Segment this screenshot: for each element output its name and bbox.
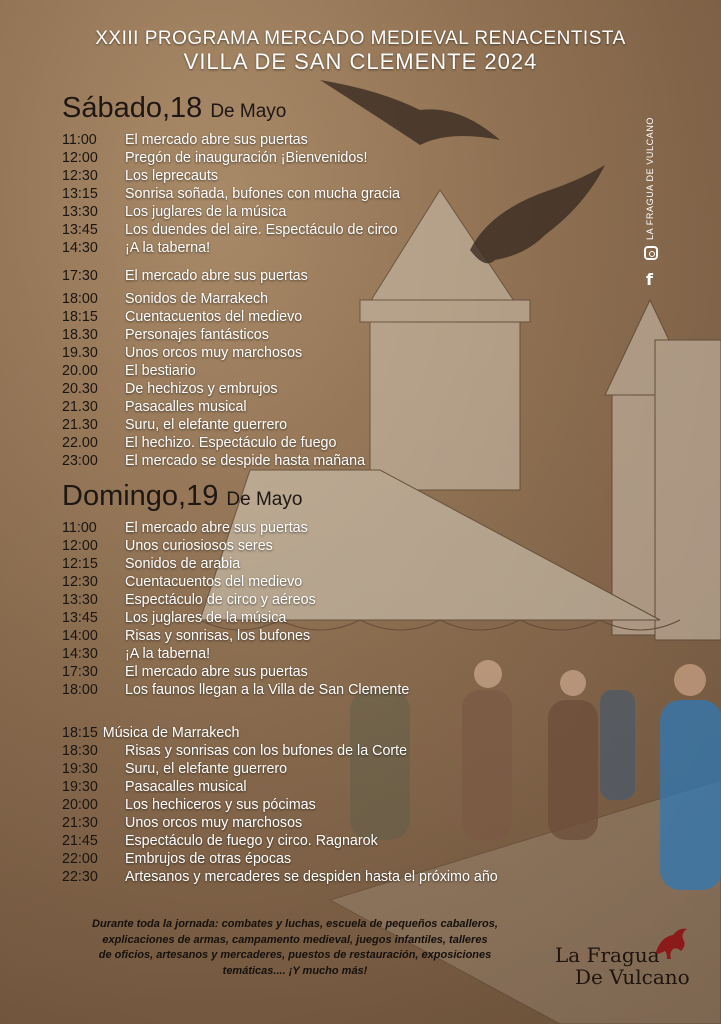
time: 14:30 (62, 646, 98, 662)
list-item (62, 778, 498, 796)
time: 21:45 (62, 833, 98, 849)
time: 22:30 (62, 869, 98, 885)
time: 12:00 (62, 538, 98, 554)
footer-line: Durante toda la jornada: combates y luchas, escuela de pequeños caballeros, (92, 918, 498, 930)
list-item (62, 380, 365, 398)
time: 19:30 (62, 779, 98, 795)
time: 12:30 (62, 574, 98, 590)
time: 20:00 (62, 797, 98, 813)
time: 19.30 (62, 345, 98, 361)
event: Unos orcos muy marchosos (125, 815, 303, 831)
saturday-month: De Mayo (210, 101, 287, 122)
social-handle: LA FRAGUA DE VULCANO (645, 116, 655, 240)
time: 14:00 (62, 628, 98, 644)
list-item (62, 167, 400, 185)
time: 17:30 (62, 268, 98, 284)
sunday-title (62, 480, 302, 513)
saturday-title (62, 92, 286, 125)
list-item (62, 663, 409, 681)
time: 19:30 (62, 761, 98, 777)
list-item (62, 681, 409, 699)
footer-line: temáticas.... ¡Y mucho más! (222, 964, 368, 977)
time: 13:30 (62, 592, 98, 608)
list-item (62, 131, 400, 149)
list-item (62, 573, 409, 591)
list-item (62, 362, 365, 380)
event: Los hechiceros y sus pócimas (125, 797, 316, 813)
time: 13:45 (62, 610, 98, 626)
list-item (62, 796, 498, 814)
time: 21:30 (62, 815, 98, 831)
time: 23:00 (62, 453, 98, 469)
event: El mercado abre sus puertas (125, 268, 308, 284)
event: Los leprecauts (125, 168, 218, 184)
list-item (62, 519, 409, 537)
list-item (62, 850, 498, 868)
event: Pregón de inauguración ¡Bienvenidos! (125, 150, 368, 166)
list-item (62, 239, 400, 257)
sunday-special (62, 724, 239, 742)
time: 18.30 (62, 327, 98, 343)
list-item (62, 724, 239, 742)
time: 11:00 (62, 520, 97, 536)
event: Cuentacuentos del medievo (125, 309, 303, 325)
event: Los duendes del aire. Espectáculo de circo (125, 222, 398, 238)
event: Sonidos de Marrakech (125, 291, 269, 307)
list-item (62, 398, 365, 416)
list-item (62, 868, 498, 886)
list-item (62, 221, 400, 239)
footer-line: explicaciones de armas, campamento medieval, juegos infantiles, talleres (102, 933, 488, 946)
list-item (62, 203, 400, 221)
list-item (62, 267, 308, 285)
la-fragua-de-vulcano-logo (555, 925, 705, 995)
list-item (62, 627, 409, 645)
list-item (62, 308, 365, 326)
saturday-schedule-morning (62, 131, 400, 257)
list-item (62, 555, 409, 573)
event: El mercado abre sus puertas (125, 664, 308, 680)
event: Los faunos llegan a la Villa de San Clemente (125, 682, 410, 698)
time: 21.30 (62, 399, 98, 415)
footer-line: de oficios, artesanos y mercaderes, puestos de restauración, exposiciones (98, 949, 492, 961)
event: Personajes fantásticos (125, 327, 269, 343)
time: 13:45 (62, 222, 98, 238)
time: 11:00 (62, 132, 97, 148)
footer-activities (60, 917, 530, 979)
time: 22.00 (62, 435, 98, 451)
time: 12:30 (62, 168, 98, 184)
event: El mercado se despide hasta mañana (125, 453, 366, 469)
time: 21.30 (62, 417, 98, 433)
list-item (62, 149, 400, 167)
list-item (62, 814, 498, 832)
event: Espectáculo de fuego y circo. Ragnarok (125, 833, 378, 849)
time: 20.00 (62, 363, 98, 379)
event: Suru, el elefante guerrero (125, 417, 288, 433)
event: Pasacalles musical (125, 779, 247, 795)
event: Unos curiosiosos seres (125, 538, 273, 554)
event: Pasacalles musical (125, 399, 247, 415)
facebook-icon[interactable]: f (646, 270, 653, 289)
list-item (62, 185, 400, 203)
list-item (62, 742, 498, 760)
time: 18:00 (62, 291, 98, 307)
event: De hechizos y embrujos (125, 381, 278, 397)
time: 12:00 (62, 150, 98, 166)
event: Risas y sonrisas, los bufones (125, 628, 311, 644)
list-item (62, 832, 498, 850)
list-item (62, 760, 498, 778)
time: 14:30 (62, 240, 98, 256)
event: Cuentacuentos del medievo (125, 574, 303, 590)
time: 13:15 (62, 186, 98, 202)
event: El bestiario (125, 363, 196, 379)
time: 18:30 (62, 743, 98, 759)
event: Los juglares de la música (125, 204, 287, 220)
event: Suru, el elefante guerrero (125, 761, 288, 777)
list-item (62, 434, 365, 452)
time: 13:30 (62, 204, 98, 220)
list-item (62, 452, 365, 470)
list-item (62, 326, 365, 344)
event: Música de Marrakech (102, 725, 240, 741)
header-line-2: VILLA DE SAN CLEMENTE 2024 (183, 49, 538, 74)
poster-header (0, 28, 721, 74)
instagram-icon[interactable] (644, 246, 658, 260)
list-item (62, 645, 409, 663)
sunday-month: De Mayo (226, 489, 303, 510)
event: ¡A la taberna! (125, 646, 211, 662)
list-item (62, 609, 409, 627)
list-item (62, 591, 409, 609)
social-strip (640, 100, 668, 300)
sunday-schedule (62, 519, 409, 699)
saturday-schedule-afternoon-open (62, 267, 308, 285)
saturday-day: Sábado,18 (62, 92, 203, 124)
time: 20.30 (62, 381, 98, 397)
event: El hechizo. Espectáculo de fuego (125, 435, 337, 451)
event: Artesanos y mercaderes se despiden hasta el próximo año (125, 869, 498, 885)
time: 12:15 (62, 556, 98, 572)
list-item (62, 290, 365, 308)
time: 22:00 (62, 851, 98, 867)
event: El mercado abre sus puertas (125, 132, 308, 148)
event: Espectáculo de circo y aéreos (125, 592, 316, 608)
header-line-1: XXIII PROGRAMA MERCADO MEDIEVAL RENACENTISTA (95, 28, 626, 49)
event: Embrujos de otras épocas (125, 851, 292, 867)
event: Los juglares de la música (125, 610, 287, 626)
list-item (62, 537, 409, 555)
time: 18:15 (62, 309, 98, 325)
sunday-day: Domingo,19 (62, 480, 219, 512)
event: ¡A la taberna! (125, 240, 211, 256)
saturday-schedule-evening (62, 290, 365, 470)
list-item (62, 416, 365, 434)
time: 18:15 (62, 725, 98, 741)
logo-line-2: De Vulcano (575, 965, 690, 989)
time: 17:30 (62, 664, 98, 680)
event: El mercado abre sus puertas (125, 520, 308, 536)
logo-line-1: La Fragua (555, 943, 660, 967)
event: Sonidos de arabia (125, 556, 241, 572)
time: 18:00 (62, 682, 98, 698)
event: Risas y sonrisas con los bufones de la Corte (125, 743, 408, 759)
list-item (62, 344, 365, 362)
sunday-schedule-evening (62, 742, 498, 886)
event: Sonrisa soñada, bufones con mucha gracia (125, 186, 400, 202)
event: Unos orcos muy marchosos (125, 345, 303, 361)
